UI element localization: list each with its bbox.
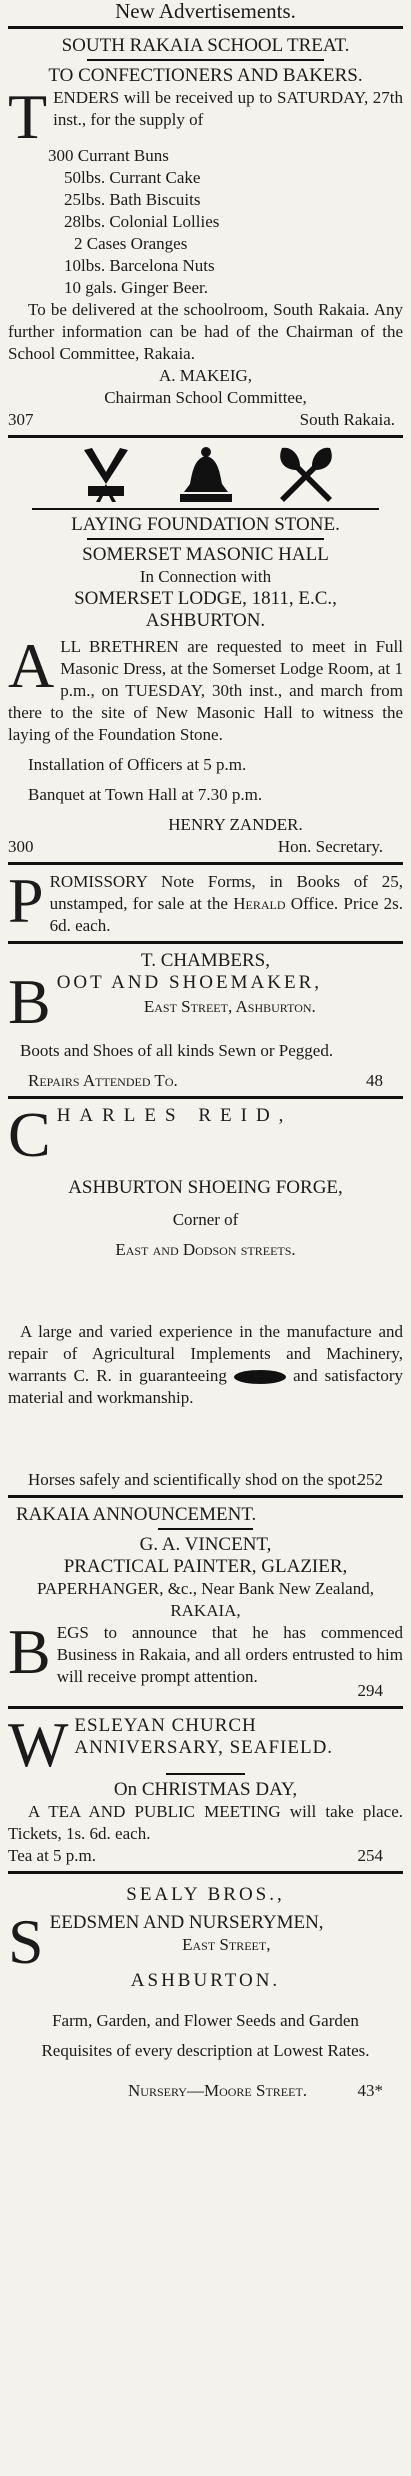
- ad-place: South Rakaia.: [299, 410, 395, 429]
- spacer: [8, 1199, 403, 1209]
- ad-title: ESLEYAN CHURCH ANNIVERSARY, SEAFIELD.: [74, 1715, 334, 1758]
- spacer: [8, 806, 403, 814]
- divider: [8, 1096, 403, 1099]
- tea-note: Tea at 5 p.m.: [8, 1846, 97, 1865]
- ad-footer: [8, 1070, 403, 1092]
- list-item: 300 Currant Buns: [48, 146, 169, 165]
- herald-name: Herald: [233, 894, 286, 913]
- ad-number: 307: [8, 410, 34, 429]
- ad-town: ASHBURTON.: [130, 1970, 281, 1991]
- ad-number: 48: [366, 1071, 383, 1090]
- installation-note: Installation of Officers at 5 p.m.: [28, 755, 247, 774]
- spacer: [8, 1409, 403, 1469]
- ad-sealy-bros: [8, 1884, 403, 2102]
- ad-body: [8, 1616, 403, 1688]
- ad-name: T. CHAMBERS,: [141, 950, 270, 971]
- ad-streets: East and Dodson streets.: [115, 1240, 296, 1259]
- ad-title: LAYING FOUNDATION STONE.: [71, 514, 340, 535]
- ad-title: OOT AND SHOEMAKER,: [56, 972, 322, 993]
- ad-number: 43*: [357, 2081, 383, 2100]
- repairs-note: Repairs Attended To.: [28, 1071, 178, 1090]
- divider: [87, 59, 324, 61]
- divider: [166, 1773, 245, 1775]
- ad-horses: Horses safely and scientifically shod on the spot.: [28, 1470, 361, 1489]
- ad-subtitle: SOMERSET MASONIC HALL: [82, 544, 329, 565]
- ad-body-text: EGS to announce that he has commenced Business in Rakaia, and all orders entrusted to him will receive prompt attention.: [56, 1623, 403, 1686]
- ad-subtitle: TO CONFECTIONERS AND BAKERS.: [48, 65, 363, 86]
- ad-school-treat: [8, 35, 403, 431]
- list-item: 28lbs. Colonial Lollies: [64, 212, 220, 231]
- section-heading: New Advertisements.: [115, 0, 296, 22]
- ad-line: In Connection with: [139, 567, 272, 586]
- divider: [8, 435, 403, 438]
- divider: [8, 1495, 403, 1498]
- ad-street: East Street,: [182, 1935, 271, 1954]
- spacer: [8, 776, 403, 784]
- ad-number: 252: [357, 1470, 383, 1489]
- ad-body: [8, 630, 403, 746]
- ad-chambers: [8, 950, 403, 1092]
- drop-cap: S: [8, 1906, 44, 1977]
- ad-title: ASHBURTON SHOEING FORGE,: [68, 1177, 343, 1198]
- ad-number: 294: [357, 1681, 383, 1700]
- masonic-emblems: [8, 444, 403, 504]
- ad-charles-reid: [8, 1099, 404, 1491]
- divider: [8, 941, 403, 944]
- divider: [8, 1871, 403, 1874]
- ad-day: On CHRISTMAS DAY,: [113, 1779, 298, 1800]
- ad-trade: PAPERHANGER, &c., Near Bank New Zealand, RAKAIA,: [37, 1579, 374, 1620]
- supply-list: [8, 145, 403, 299]
- signature: A. MAKEIG,: [158, 366, 253, 385]
- ad-name-line: [8, 1099, 403, 1170]
- spacer: [8, 1030, 403, 1040]
- ad-body: Farm, Garden, and Flower Seeds and Garden Requisites of every description at Lowest Rates.: [41, 2011, 370, 2060]
- list-item: 25lbs. Bath Biscuits: [64, 190, 201, 209]
- ad-line: SOMERSET LODGE, 1811, E.C.,: [74, 588, 337, 609]
- divider: [8, 862, 403, 865]
- ad-footer: [8, 836, 403, 858]
- list-item: 10lbs. Barcelona Nuts: [64, 256, 215, 275]
- spacer: [8, 1992, 403, 2006]
- ad-title: RAKAIA ANNOUNCEMENT.: [16, 1504, 257, 1525]
- signature-role: Chairman School Committee,: [104, 388, 307, 407]
- drop-cap: B: [8, 1616, 51, 1687]
- ad-masonic: [8, 444, 403, 858]
- ad-intro-text: ENDERS will be received up to SATURDAY, 27th inst., for the supply of: [53, 88, 403, 129]
- divider: [32, 508, 380, 510]
- drop-cap: B: [8, 966, 51, 1037]
- drop-cap: T: [8, 81, 48, 152]
- ad-name: HARLES REID,: [56, 1105, 293, 1126]
- ink-blot: [234, 1370, 286, 1384]
- ad-title-line: [8, 1709, 403, 1780]
- ad-number: 254: [357, 1846, 383, 1865]
- spacer: [8, 746, 403, 754]
- drop-cap: W: [8, 1709, 69, 1780]
- bell-icon: [176, 444, 236, 504]
- ad-footer: [8, 1845, 403, 1867]
- ad-meeting: A TEA AND PUBLIC MEETING will take place. Tickets, 1s. 6d. each.: [8, 1802, 403, 1843]
- spacer: [8, 2066, 403, 2080]
- divider: [87, 538, 324, 540]
- square-and-compass-icon: [76, 444, 136, 504]
- ad-name: G. A. VINCENT,: [139, 1534, 272, 1555]
- ad-title: EEDSMEN AND NURSERYMEN,: [49, 1912, 324, 1933]
- ad-rakaia-announcement: [8, 1504, 403, 1702]
- divider: [8, 26, 403, 29]
- ad-footer: [8, 409, 403, 431]
- ad-intro: [8, 81, 403, 152]
- ad-promissory-notes: [8, 865, 404, 937]
- ad-number: 300: [8, 837, 34, 856]
- ad-text: ROMISSORY Note Forms, in Books of 25, unstamped, for sale at the: [49, 872, 403, 913]
- ad-title: SOUTH RAKAIA SCHOOL TREAT.: [61, 35, 350, 56]
- ad-corner: Corner of: [172, 1210, 239, 1229]
- list-item: 50lbs. Currant Cake: [64, 168, 201, 187]
- ad-body-text: and satisfactory material and workmanship.: [8, 1366, 404, 1407]
- ad-body: [8, 1321, 403, 1409]
- ad-trade: PRACTICAL PAINTER, GLAZIER,: [63, 1556, 348, 1577]
- list-item: 2 Cases Oranges: [74, 234, 188, 253]
- ad-wesleyan: [8, 1709, 403, 1867]
- ad-body: To be delivered at the schoolroom, South Rakaia. Any further information can be had of the Chairman of the School Committee, Rakaia.: [8, 300, 403, 363]
- drop-cap: A: [8, 630, 55, 701]
- drop-cap: P: [8, 865, 44, 936]
- spacer: [8, 1261, 403, 1321]
- divider: [158, 1528, 253, 1530]
- banquet-note: Banquet at Town Hall at 7.30 p.m.: [28, 785, 263, 804]
- drop-cap: C: [8, 1099, 51, 1170]
- ad-text: Office. Price 2s. 6d. each.: [49, 894, 404, 935]
- ad-body: Boots and Shoes of all kinds Sewn or Pegged.: [20, 1041, 334, 1060]
- ad-body-text: A large and varied experience in the manufacture and repair of Agricultural Implements and Machinery, warrants C. R. in guaranteeing: [8, 1322, 403, 1385]
- ad-name: SEALY BROS.,: [126, 1884, 285, 1905]
- signature-role: Hon. Secretary.: [277, 837, 383, 856]
- signature: HENRY ZANDER.: [168, 815, 303, 834]
- ad-line: ASHBURTON.: [145, 610, 266, 631]
- ad-body-text: LL BRETHREN are requested to meet in Full Masonic Dress, at the Somerset Lodge Room, at 1 p.m., on TUESDAY, 30th inst., and march from there to the site of New Masonic Hall to witness the laying of the Foundation Stone.: [8, 637, 403, 744]
- newspaper-column: [8, 0, 403, 2102]
- ad-address: East Street, Ashburton.: [143, 997, 316, 1016]
- spacer: [8, 1062, 403, 1070]
- spacer: [8, 1231, 403, 1239]
- list-item: 10 gals. Ginger Beer.: [64, 278, 208, 297]
- ad-footer: [8, 2080, 403, 2102]
- crossed-trowels-icon: [276, 444, 336, 504]
- nursery-note: Nursery—Moore Street.: [128, 2081, 308, 2100]
